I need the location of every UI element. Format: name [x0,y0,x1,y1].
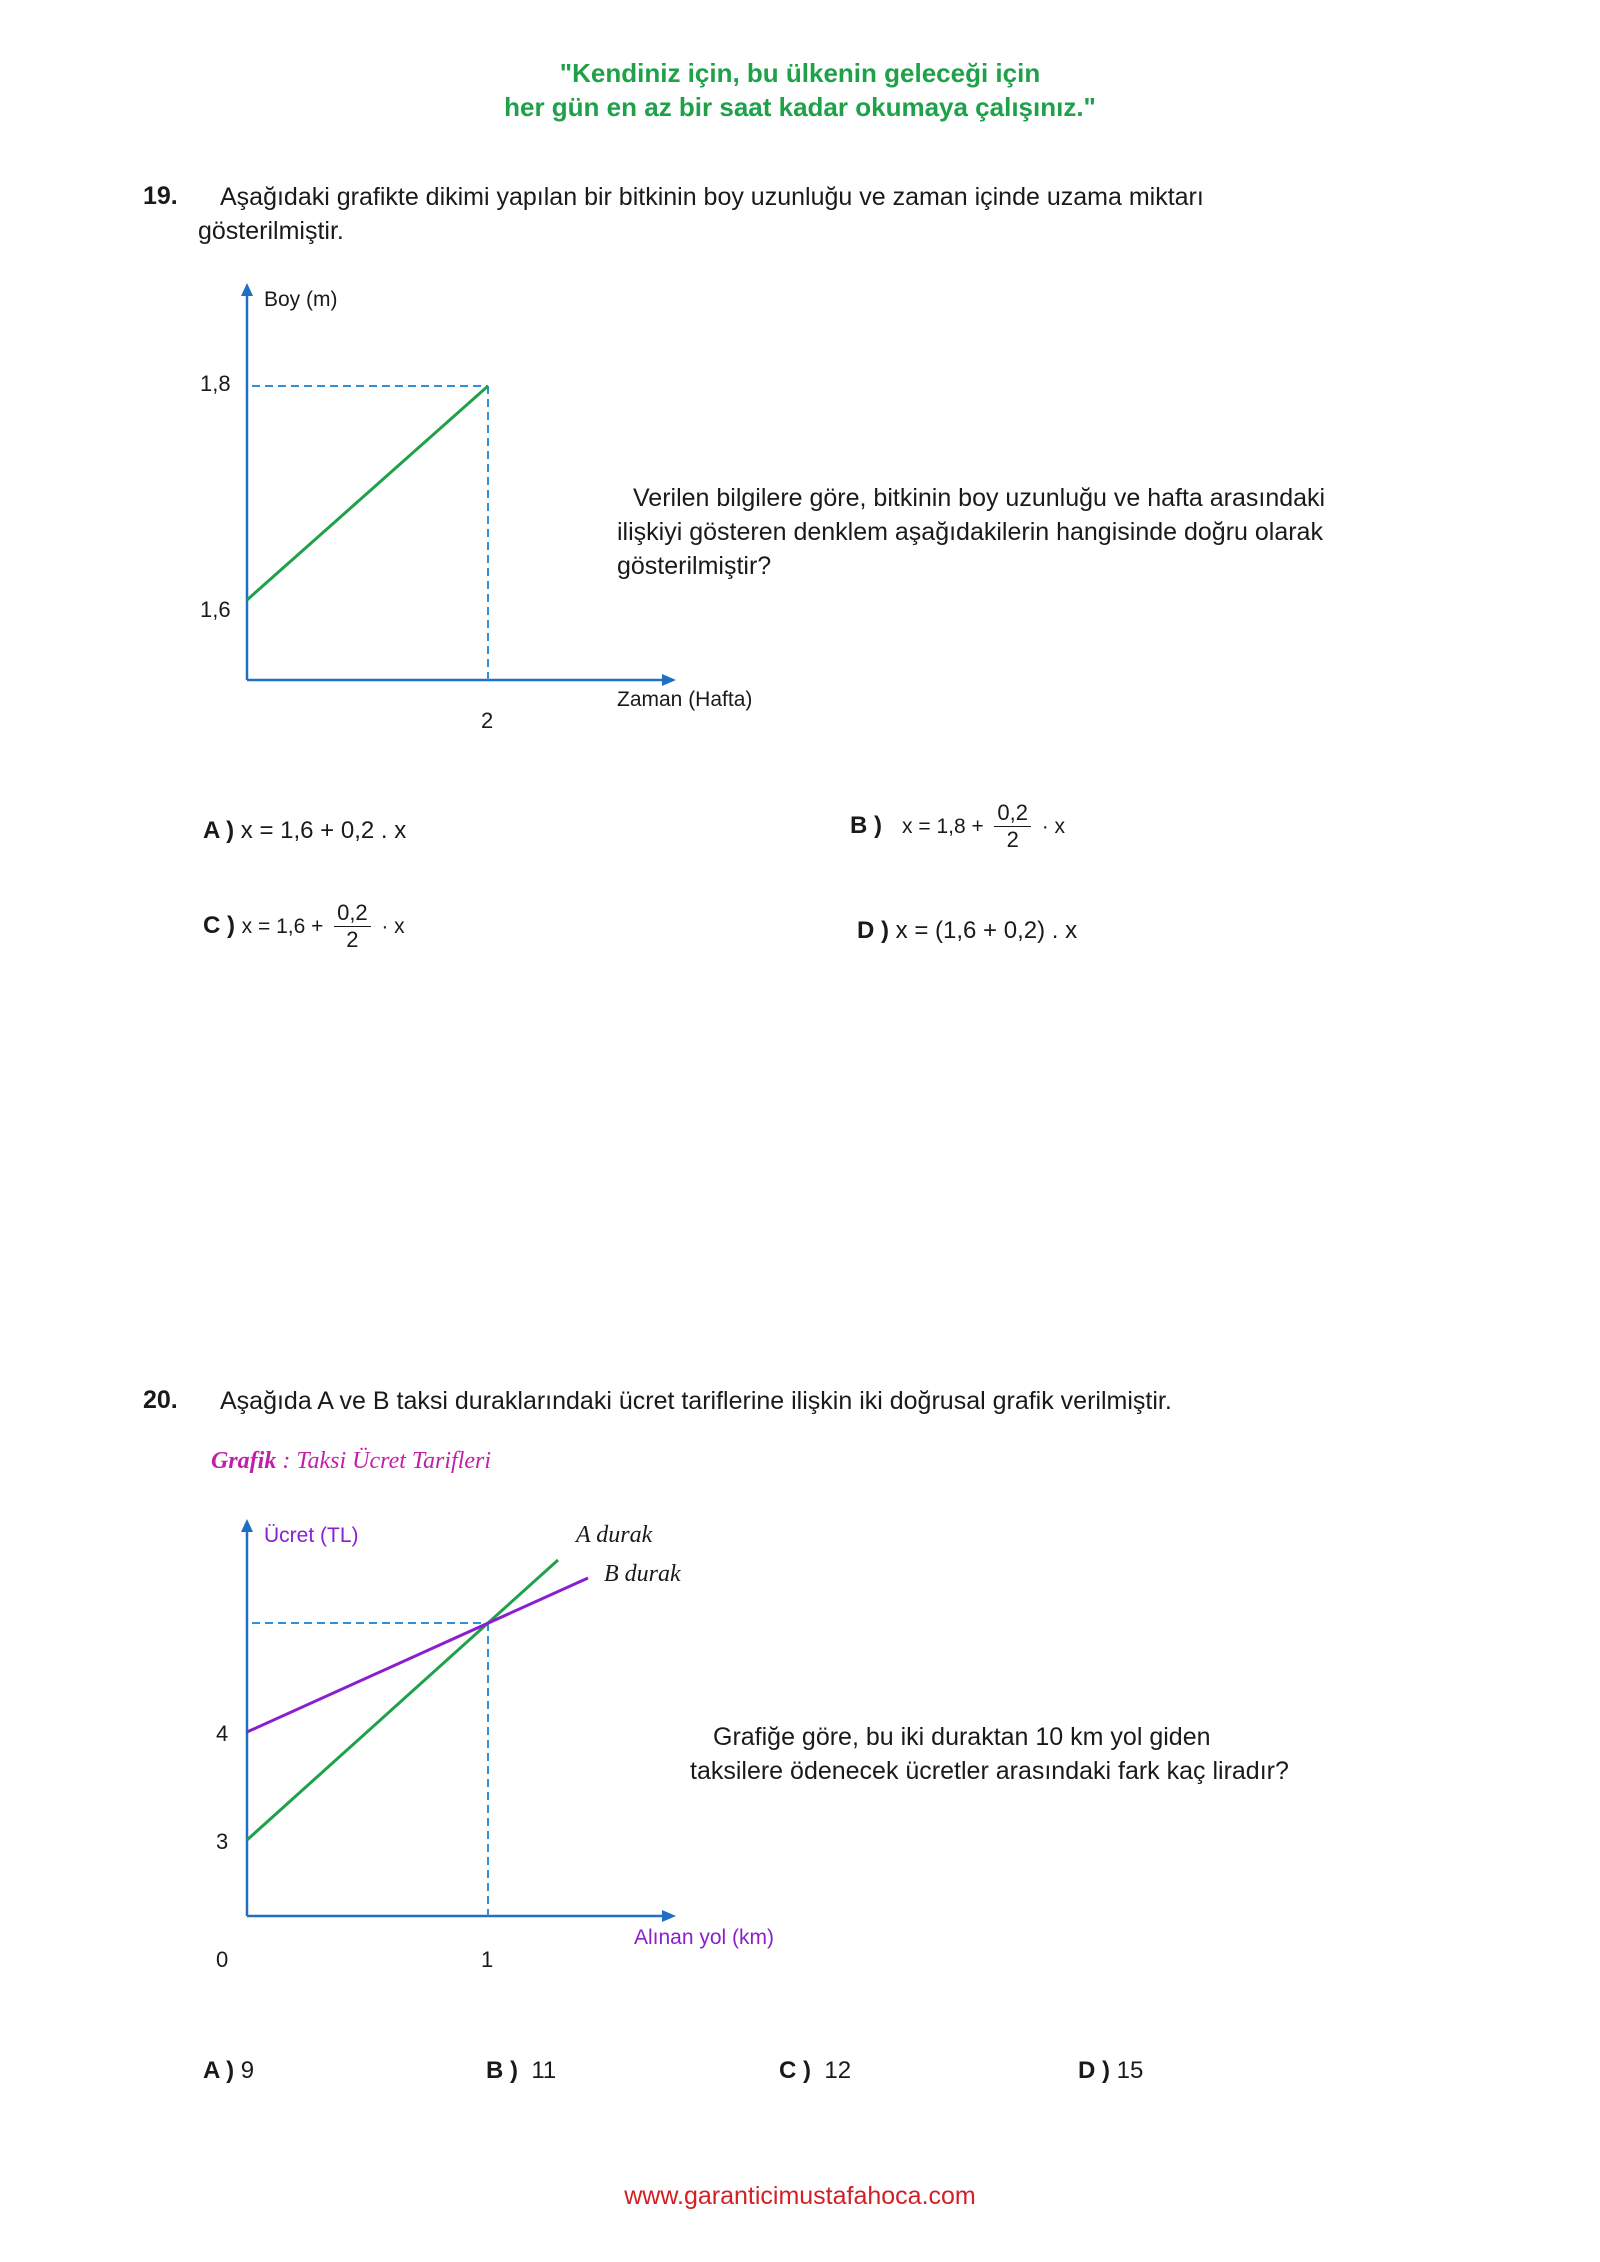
q19-option-d-text: x = (1,6 + 0,2) . x [895,917,1078,944]
q19-option-b-denominator: 2 [1006,827,1019,852]
q19-option-c-fraction [334,900,371,953]
q20-option-b-label: B ) [486,2057,518,2084]
graph-title [211,1448,491,1475]
q19-option-b-label: B ) [850,811,882,839]
chart-1-xtick: 2 [481,708,494,733]
chart-1-series-line [247,386,488,600]
footer-url[interactable]: www.garanticimustafahoca.com [624,2182,976,2210]
chart-2-series-a-name: A durak [576,1522,653,1548]
chart-1-ytick-top: 1,8 [200,371,231,396]
q19-option-c-label: C ) [203,911,235,939]
q19-option-d[interactable] [857,917,1077,945]
chart-1-x-label: Zaman (Hafta) [617,688,753,711]
q20-option-a-label: A ) [203,2057,235,2084]
question-20-prompt-line-1: Grafiğe göre, bu iki duraktan 10 km yol giden [713,1723,1211,1751]
q19-option-b-numerator: 0,2 [994,800,1031,827]
q19-option-b-fraction [994,800,1031,853]
chart-2-xtick-0: 0 [216,1947,229,1972]
chart-1-x-arrow [662,674,676,686]
question-20-number: 20. [143,1386,178,1414]
q20-option-b[interactable] [486,2057,556,2085]
question-19-prompt-line-2: ilişkiyi gösteren denklem aşağıdakilerin hangisinde doğru olarak [617,518,1323,546]
q19-option-c-numerator: 0,2 [334,900,371,927]
chart-1-ytick-bottom: 1,6 [200,597,231,622]
question-20-prompt-line-2: taksilere ödenecek ücretler arasındaki fark kaç liradır? [690,1757,1289,1785]
question-20-text: Aşağıda A ve B taksi duraklarındaki ücret tariflerine ilişkin iki doğrusal grafik verilmiştir. [220,1387,1172,1415]
q19-option-b[interactable] [850,800,1065,853]
q20-option-c-text: 12 [824,2057,852,2084]
q19-option-d-label: D ) [857,917,889,944]
q19-option-c-denominator: 2 [346,927,359,952]
q19-option-a-text: x = 1,6 + 0,2 . x [240,817,407,844]
chart-2-x-label: Alınan yol (km) [634,1926,775,1949]
motto-line-2: her gün en az bir saat kadar okumaya çalışınız." [504,92,1096,122]
graph-title-rest: : Taksi Ücret Tarifleri [276,1448,492,1474]
q19-option-c[interactable] [203,900,405,953]
question-19-text-line-2: gösterilmiştir. [198,217,344,245]
q19-option-a-label: A ) [203,817,235,844]
chart-1-y-label: Boy (m) [264,288,338,311]
motto-line-1: "Kendiniz için, bu ülkenin geleceği için [559,58,1041,88]
q20-option-c[interactable] [779,2057,851,2085]
q20-option-a[interactable] [203,2057,254,2085]
chart-2-xtick-1: 1 [481,1947,494,1972]
q20-option-a-text: 9 [240,2057,255,2084]
chart-2-ytick-4: 4 [216,1721,229,1746]
q19-option-b-suffix: · x [1041,814,1066,838]
question-19-prompt-line-3: gösterilmiştir? [617,552,772,580]
q20-option-d[interactable] [1078,2057,1143,2085]
chart-2-series-b-line [247,1578,588,1732]
chart-1-y-arrow [241,283,253,296]
chart-1 [241,283,676,686]
chart-2-x-arrow [662,1910,676,1922]
q19-option-b-prefix: x = 1,8 + [902,814,984,838]
q19-option-c-prefix: x = 1,6 + [241,914,324,938]
question-19-prompt-line-1: Verilen bilgilere göre, bitkinin boy uzunluğu ve hafta arasındaki [633,484,1326,512]
chart-2-series-a-line [247,1560,558,1840]
q20-option-c-label: C ) [779,2057,811,2084]
question-19-number: 19. [143,182,178,210]
chart-2-y-arrow [241,1519,253,1532]
question-19-text-line-1: Aşağıdaki grafikte dikimi yapılan bir bitkinin boy uzunluğu ve zaman içinde uzama miktarı [220,183,1204,211]
chart-2-series-b-name: B durak [604,1561,681,1587]
q20-option-d-text: 15 [1116,2057,1144,2084]
q19-option-c-suffix: · x [381,914,405,938]
q19-option-a[interactable] [203,817,406,845]
chart-2-ytick-3: 3 [216,1829,229,1854]
q20-option-b-text: 11 [531,2057,557,2084]
chart-2-y-label: Ücret (TL) [264,1524,359,1547]
graph-title-bold: Grafik [211,1448,277,1474]
q20-option-d-label: D ) [1078,2057,1110,2084]
